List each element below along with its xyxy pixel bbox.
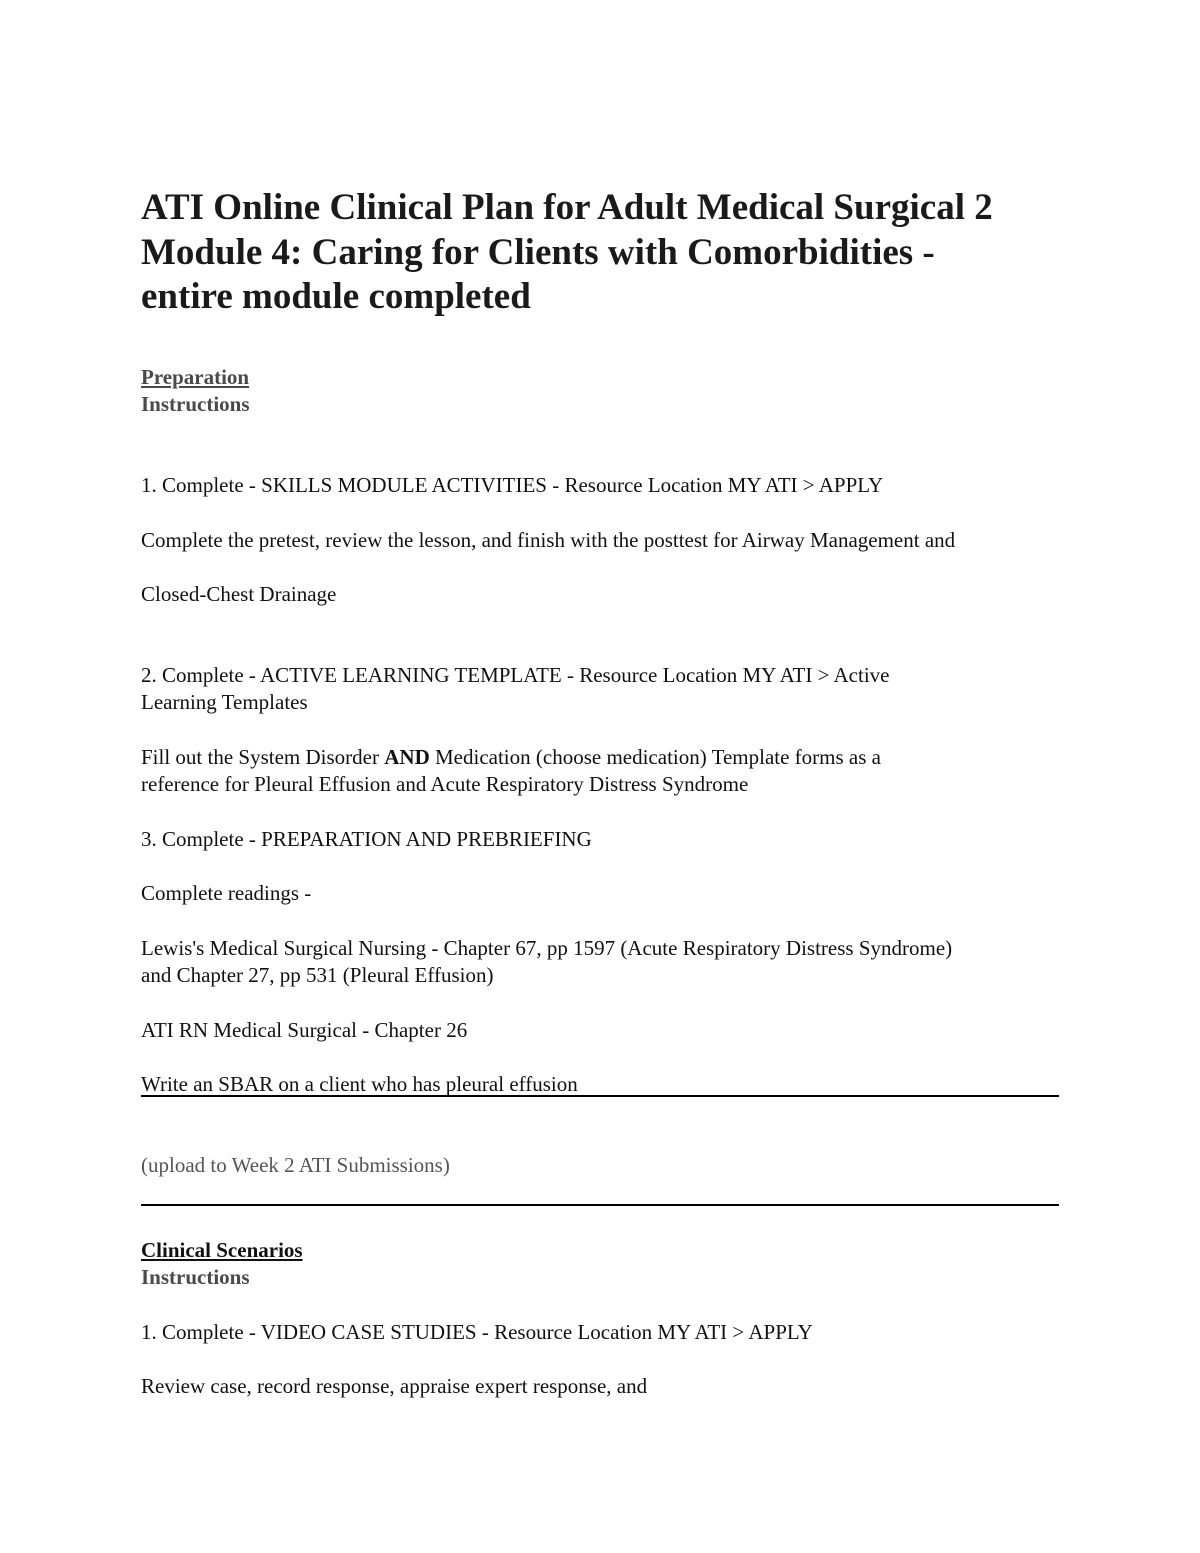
clinical-step-1: 1. Complete - VIDEO CASE STUDIES - Resource Location MY ATI > APPLY <box>141 1320 813 1344</box>
section-divider <box>141 1204 1059 1206</box>
prep-step-2-line-2: Learning Templates <box>141 690 308 714</box>
prep-step-1-detail-line-1: Complete the pretest, review the lesson, and finish with the posttest for Airway Management and <box>141 528 956 552</box>
clinical-scenarios-heading: Clinical Scenarios <box>141 1238 303 1262</box>
prep-step-1: 1. Complete - SKILLS MODULE ACTIVITIES - Resource Location MY ATI > APPLY <box>141 473 884 497</box>
sbar-assignment: Write an SBAR on a client who has pleural effusion <box>141 1072 578 1096</box>
prep-step-2-detail-line-1 <box>141 744 1059 771</box>
preparation-heading: Preparation <box>141 365 250 389</box>
prep-step-2-line-1: 2. Complete - ACTIVE LEARNING TEMPLATE - Resource Location MY ATI > Active <box>141 663 890 687</box>
prep-step-3: 3. Complete - PREPARATION AND PREBRIEFING <box>141 827 592 851</box>
title-line-1: ATI Online Clinical Plan for Adult Medical Surgical 2 <box>141 187 993 228</box>
title-line-3: entire module completed <box>141 276 531 317</box>
prep-step-2-detail-line-2: reference for Pleural Effusion and Acute Respiratory Distress Syndrome <box>141 772 749 796</box>
sbar-underline-rule <box>141 1095 1059 1097</box>
clinical-instructions-label: Instructions <box>141 1265 250 1289</box>
prep-step-3-readings: Complete readings - <box>141 881 312 905</box>
detail-text-bold: AND <box>384 745 430 769</box>
clinical-step-1-detail: Review case, record response, appraise expert response, and <box>141 1374 648 1398</box>
prep-step-1-detail-line-2: Closed-Chest Drainage <box>141 582 337 606</box>
detail-text-pre: Fill out the System Disorder <box>141 745 385 769</box>
reading-2: ATI RN Medical Surgical - Chapter 26 <box>141 1018 468 1042</box>
upload-note: (upload to Week 2 ATI Submissions) <box>141 1153 450 1177</box>
reading-1-line-2: and Chapter 27, pp 531 (Pleural Effusion) <box>141 963 494 987</box>
document-title <box>141 186 1061 320</box>
preparation-instructions-label: Instructions <box>141 392 250 416</box>
title-line-2: Module 4: Caring for Clients with Comorbidities - <box>141 231 935 273</box>
detail-text-post: Medication (choose medication) Template forms as a <box>429 745 881 769</box>
reading-1-line-1: Lewis's Medical Surgical Nursing - Chapter 67, pp 1597 (Acute Respiratory Distress Syndrome) <box>141 936 953 960</box>
